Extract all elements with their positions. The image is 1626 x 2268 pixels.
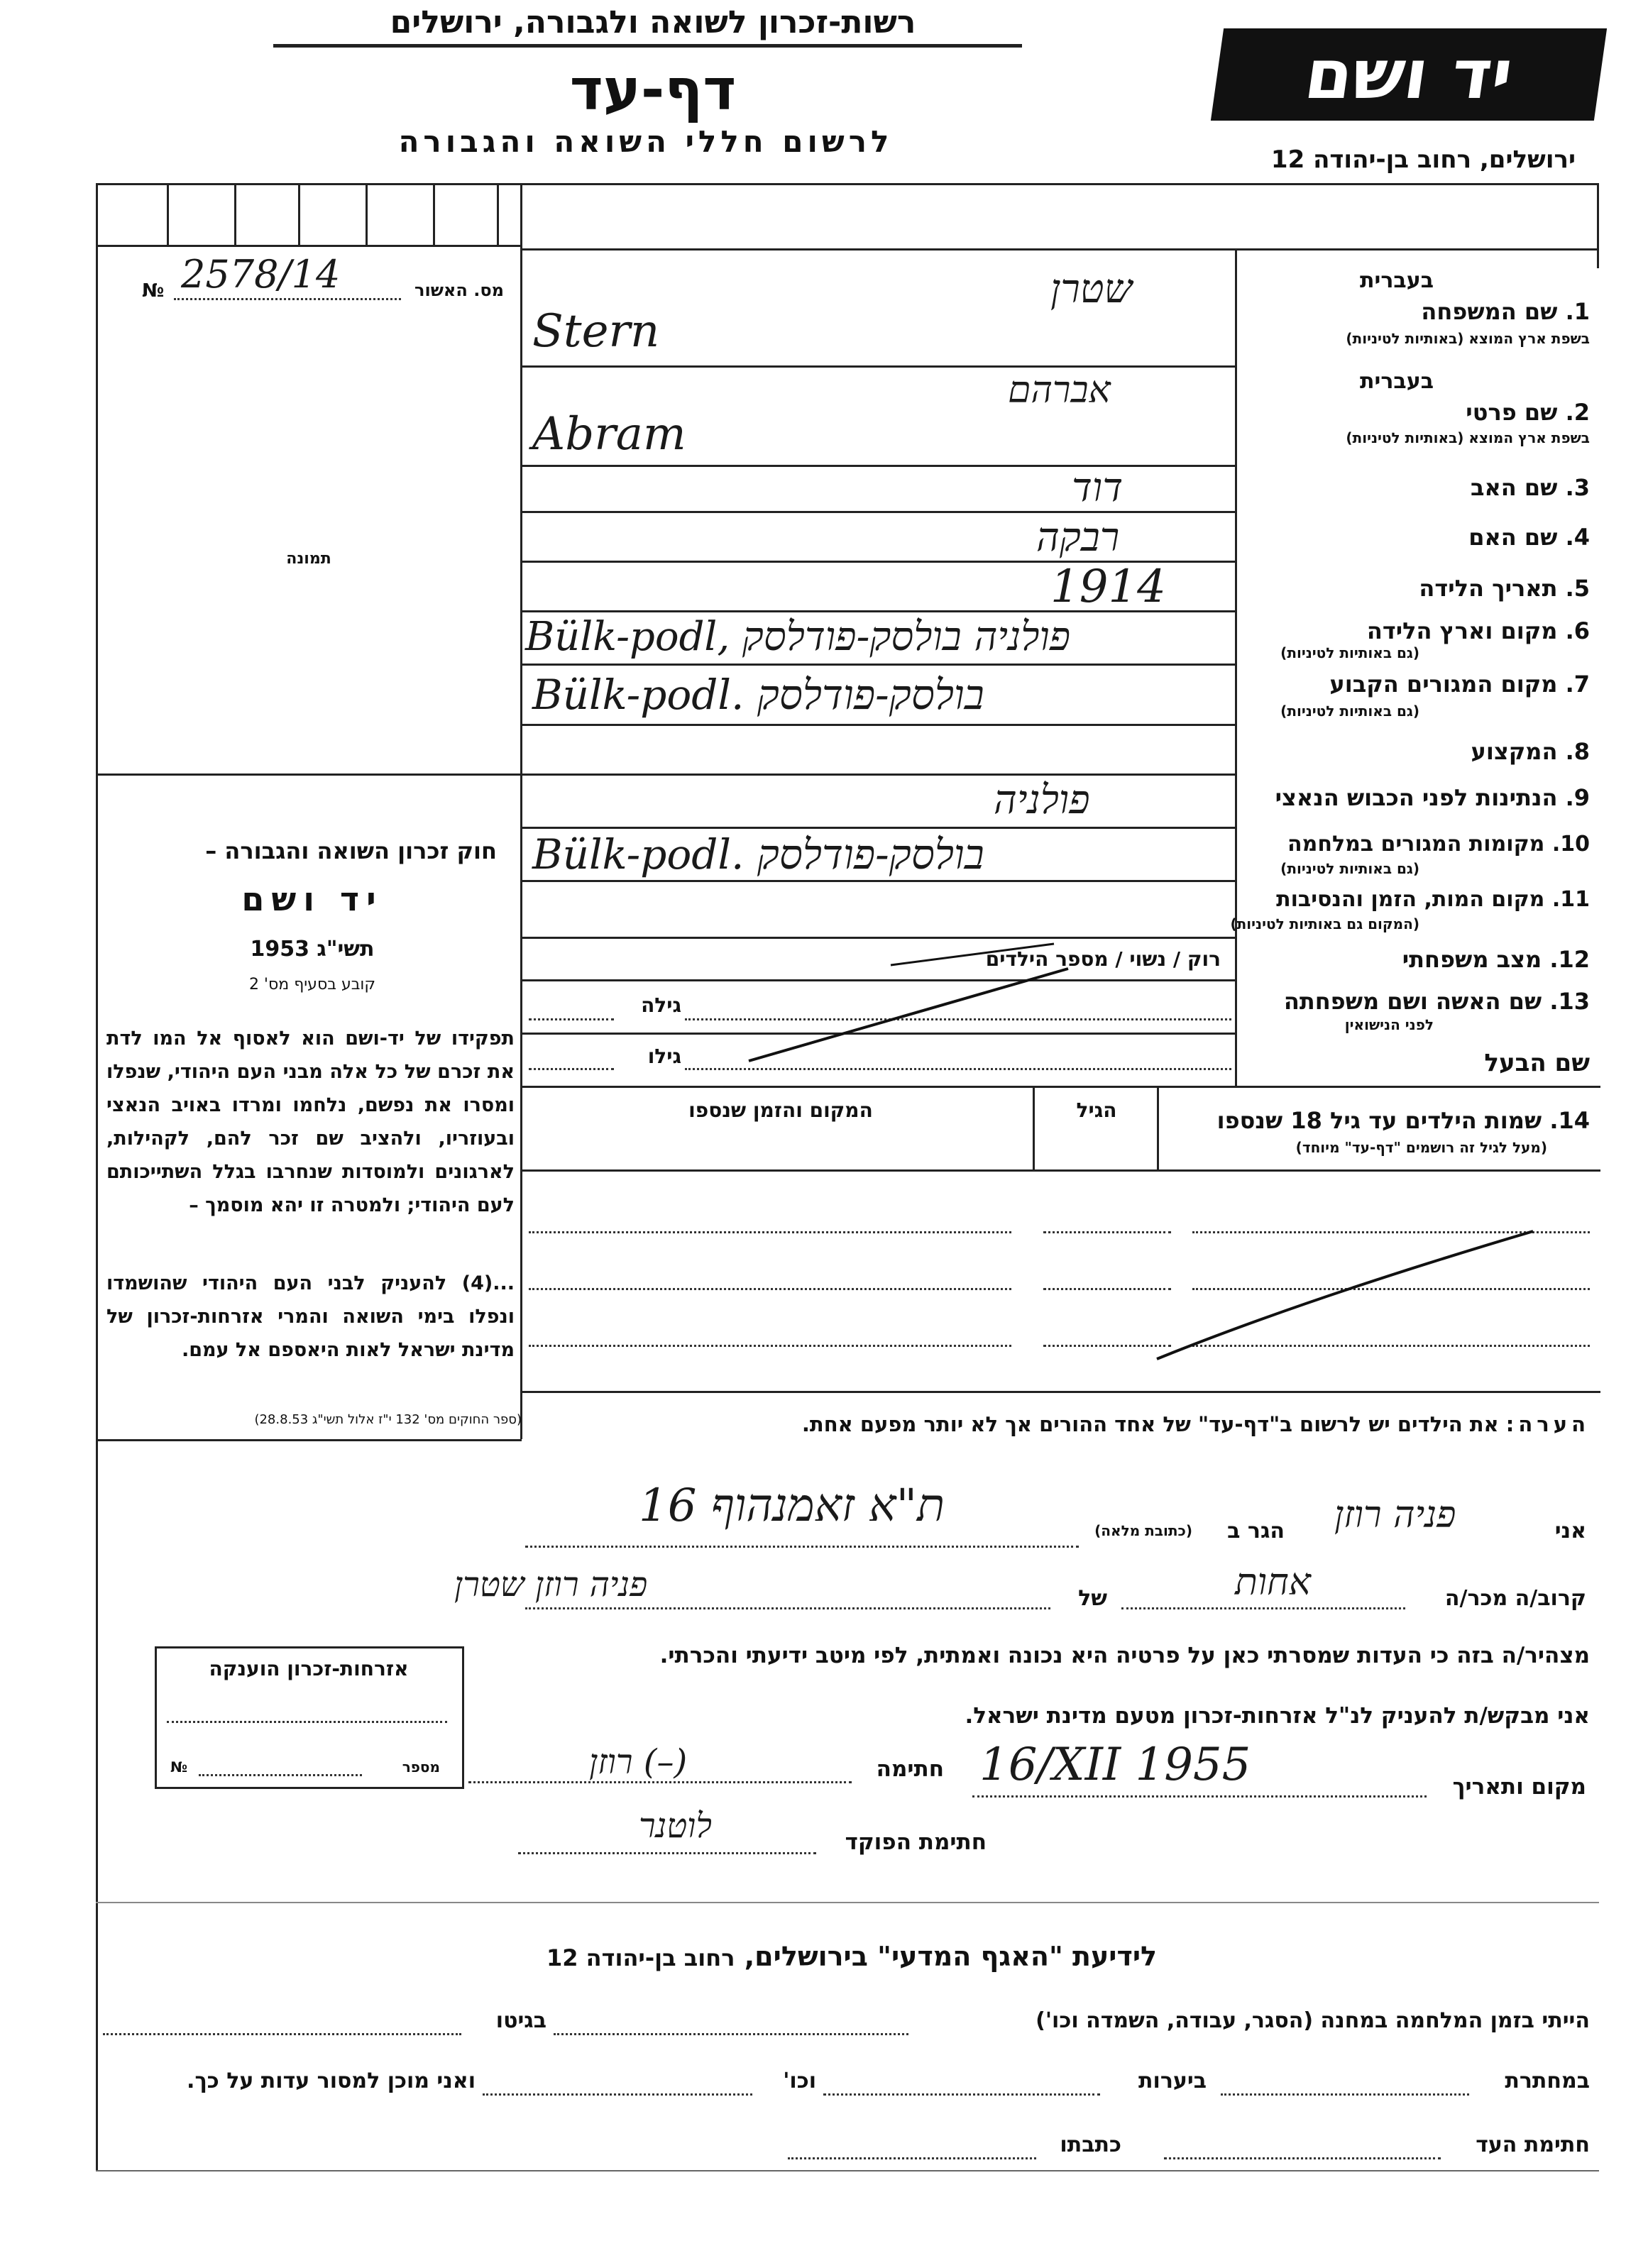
- decl-date-line[interactable]: [972, 1795, 1427, 1798]
- footer-line3-address: כתבתו: [1060, 2132, 1121, 2157]
- header-address: ירושלים, רחוב בן-יהודה 12: [1270, 145, 1576, 174]
- field-9-value[interactable]: פולניה: [994, 777, 1090, 823]
- box-divider: [497, 183, 499, 247]
- frame-top-3: [522, 248, 1599, 251]
- children-num: 14.: [1549, 1107, 1590, 1134]
- footer-line2-underground: במחתרת: [1505, 2069, 1590, 2093]
- note-text: את הילדים יש לרשום ב"דף-עד" של אחד ההורים אך לא יותר מפעם אחת.: [801, 1412, 1499, 1436]
- law-year: תשי"ג 1953: [250, 937, 375, 962]
- footer-address-line[interactable]: [788, 2157, 1036, 2159]
- field-2-num: 2.: [1565, 399, 1590, 426]
- field-3-text: שם האב: [1470, 474, 1558, 501]
- note-label: הערה:: [1505, 1412, 1590, 1436]
- footer-line1-camp: הייתי בזמן המלחמה במחנה (הסגר, עבודה, השמדה וכו'): [1036, 2008, 1590, 2033]
- row-sep: [522, 880, 1237, 882]
- field-8-text: המקצוע: [1471, 738, 1558, 765]
- note: [625, 1412, 1590, 1436]
- field-4-value[interactable]: רבקה: [1036, 514, 1120, 561]
- row-sep: [522, 664, 1237, 666]
- law-paragraph-2: ...(4) להעניק לבני העם היהודי שהושמדו ונפלו בימי השואה והמרי אזרחות-זכרון של מדינת ישראל לאות היאספם אל עמם.: [106, 1272, 515, 1361]
- field-6-num: 6.: [1565, 617, 1590, 644]
- row-sep: [522, 1086, 1600, 1088]
- field-6-value[interactable]: Bülk-podl, פולניה בולסק-פודלסק: [525, 614, 1071, 660]
- left-panel-divider: [520, 183, 522, 1439]
- footer-line2-testimony: ואני מוכן למסור עדות על כך.: [187, 2069, 476, 2093]
- logo-text: יד ושם: [1300, 35, 1518, 114]
- approval-number: 2578/14: [181, 252, 341, 297]
- frame-top: [96, 183, 1599, 185]
- footer-ghetto-line[interactable]: [103, 2033, 461, 2035]
- stamp-line[interactable]: [167, 1721, 447, 1723]
- row-sep: [522, 465, 1237, 467]
- photo-bottom: [96, 774, 522, 776]
- stamp-number-label: מספר: [402, 1758, 440, 1776]
- decl-date[interactable]: 16/XII 1955: [979, 1739, 1251, 1791]
- approval-label: מס. האשור: [414, 280, 504, 300]
- decl-address-line[interactable]: [525, 1546, 1079, 1548]
- decl-signature-line[interactable]: [468, 1781, 852, 1783]
- child-row-place[interactable]: [529, 1231, 1011, 1233]
- field-6-sub: (גם באותיות לטיניות): [1280, 644, 1419, 661]
- stamp-title: אזרחות-זכרון הוענקה: [209, 1657, 409, 1680]
- field-3-label: [1249, 474, 1590, 501]
- stamp-number-line[interactable]: [199, 1774, 362, 1776]
- field-9-text: הנתינות לפני הכבוש הנאצי: [1275, 784, 1558, 811]
- decl-relation-label: קרוב/ה מכר/ה: [1444, 1586, 1586, 1611]
- husband-age-label: גילו: [647, 1045, 681, 1068]
- field-10-text: מקומות המגורים במלחמה: [1287, 832, 1545, 857]
- law-name: יד ושם: [241, 880, 383, 918]
- strike-line-12: [891, 944, 1054, 965]
- field-10-value[interactable]: Bülk-podl. בולסק-פודלסק: [532, 830, 984, 879]
- frame-left: [96, 183, 98, 2170]
- field-10-num: 10.: [1551, 832, 1590, 857]
- decl-of-label: של: [1078, 1586, 1107, 1611]
- field-4-label: [1249, 524, 1590, 551]
- frame-top-2: [96, 245, 522, 247]
- field-7-value[interactable]: Bülk-podl. בולסק-פודלסק: [532, 671, 984, 719]
- footer-title-main: לידיעת "האגף המדעי" בירושלים,: [744, 1941, 1158, 1972]
- decl-place-date-label: מקום ותאריך: [1452, 1774, 1586, 1800]
- footer-title: [490, 1941, 1214, 1972]
- husband-label: שם הבעל: [1484, 1049, 1590, 1077]
- page-bottom-edge: [96, 2170, 1599, 2171]
- footer-separator: [96, 1902, 1599, 1903]
- stamp-no-mark: №: [170, 1758, 188, 1776]
- law-title: חוק זכרון השואה והגבורה –: [205, 837, 497, 864]
- field-10-sub: (גם באותיות לטיניות): [1280, 860, 1419, 877]
- form-title: דף-עד: [569, 57, 737, 123]
- child-row-place[interactable]: [529, 1345, 1011, 1347]
- field-9-num: 9.: [1565, 784, 1590, 811]
- field-5-value[interactable]: 1914: [1050, 561, 1166, 613]
- field-1-label: [1249, 298, 1590, 325]
- form-subtitle: לרשום חללי השואה והגבורה: [398, 124, 894, 159]
- footer-forests-line[interactable]: [823, 2093, 1100, 2096]
- field-2-text: שם פרטי: [1466, 399, 1558, 426]
- decl-signature-label: חתימה: [876, 1756, 944, 1782]
- box-divider: [366, 183, 368, 247]
- decl-i-label: אני: [1554, 1519, 1586, 1543]
- children-title: שמות הילדים עד גיל 18 שנספו: [1216, 1107, 1542, 1134]
- field-11-text: מקום המות, הזמן והנסיבות: [1276, 887, 1545, 912]
- children-strike: [1121, 1221, 1547, 1377]
- field-1-value-he[interactable]: שטרן: [1050, 266, 1133, 312]
- decl-statement: מצהיר/ה בזה כי העדות שמסרתי כאן על פרטיה היא נכונה ואמתית, לפי מיטב ידיעתי והכרתי.: [659, 1643, 1590, 1668]
- field-5-label: [1249, 575, 1590, 602]
- row-sep: [522, 774, 1237, 776]
- field-7-sub: (גם באותיות לטיניות): [1280, 703, 1419, 720]
- field-11-label: [1238, 887, 1590, 912]
- field-8-num: 8.: [1565, 738, 1590, 765]
- strike-line-13: [749, 969, 1068, 1061]
- frame-right: [1597, 183, 1599, 268]
- footer-line2-forests: ביערות: [1138, 2069, 1207, 2093]
- field-7-num: 7.: [1565, 671, 1590, 698]
- footer-camp-line[interactable]: [554, 2033, 908, 2035]
- decl-signature[interactable]: (–) רוזן: [589, 1742, 688, 1782]
- field-6-label: [1249, 617, 1590, 644]
- field-13-num: 13.: [1549, 988, 1590, 1015]
- box-divider: [433, 183, 435, 247]
- field-2-value-he[interactable]: אברהם: [1008, 369, 1111, 412]
- footer-signature-line[interactable]: [1164, 2157, 1441, 2159]
- footer-line3-signature: חתימת העד: [1476, 2132, 1590, 2157]
- field-7-label: [1249, 671, 1590, 698]
- child-row-place[interactable]: [529, 1288, 1011, 1290]
- field-2-sub: בשפת ארץ המוצא (באותיות לטיניות): [1346, 429, 1590, 446]
- row-sep: [522, 365, 1237, 368]
- yad-vashem-logo: [1211, 28, 1607, 121]
- law-bottom-line: [96, 1439, 522, 1441]
- field-5-text: תאריך הלידה: [1419, 575, 1558, 602]
- field-2-hebrew-tag: בעברית: [1360, 369, 1434, 394]
- field-9-label: [1235, 784, 1590, 811]
- approval-line: [174, 298, 401, 300]
- children-age-col-right: [1157, 1086, 1159, 1171]
- authority-title: רשות-זכרון לשואה ולגבורה, ירושלים: [390, 4, 916, 40]
- field-3-value[interactable]: דוד: [1072, 465, 1124, 511]
- row-sep: [522, 827, 1237, 829]
- footer-etc-line[interactable]: [483, 2093, 752, 2096]
- law-section: קובע בסעיף מס' 2: [248, 976, 376, 993]
- field-1-text: שם המשפחה: [1421, 298, 1558, 325]
- law-paragraph-1: תפקידו של יד-ושם הוא לאסוף אל המו לדת את זכרם של כל אלה מבני העם היהודי, שנפלו ומסרו את נפשם, נלחמו ומרדו באויב הנאצי ובעוזריו, ולהציב שם זכר להם, לקהילות, לארגונים ולמוסדות שנחרבו בגלל השתייכותם לעם היהודי; ולמטרה זו יהא מוסמך –: [106, 1028, 515, 1216]
- field-3-num: 3.: [1565, 474, 1590, 501]
- authority-underline: [273, 44, 1022, 48]
- field-13-label: [1249, 988, 1590, 1015]
- footer-underground-line[interactable]: [1221, 2093, 1469, 2096]
- children-age-col: הגיל: [1076, 1099, 1117, 1122]
- footer-line2-etc: וכו': [783, 2069, 816, 2093]
- footer-line1-ghetto: בגיטו: [495, 2008, 546, 2033]
- field-12-num: 12.: [1549, 946, 1590, 973]
- approval-no-mark: №: [142, 280, 165, 302]
- row-sep: [522, 724, 1237, 726]
- field-12-options[interactable]: רוק / נשוי / מספר הילדים: [985, 947, 1221, 971]
- decl-relation[interactable]: אחות: [1235, 1561, 1311, 1604]
- field-10-label: [1238, 832, 1590, 857]
- field-1-sub: בשפת ארץ המוצא (באותיות לטיניות): [1346, 330, 1590, 347]
- footer-address: רחוב בן-יהודה 12: [546, 1944, 735, 1971]
- decl-officer-line[interactable]: [518, 1852, 816, 1854]
- decl-resides-label: הגר ב: [1227, 1519, 1285, 1543]
- field-12-text: מצב משפחתי: [1402, 946, 1542, 973]
- box-divider: [234, 183, 236, 247]
- field-2-value-lat[interactable]: Abram: [532, 408, 686, 461]
- children-sub: (מעל לגיל זה רושמים "דף-עד" מיוחד): [1295, 1139, 1547, 1156]
- field-1-value-lat[interactable]: Stern: [532, 305, 660, 358]
- field-11-num: 11.: [1551, 887, 1590, 912]
- field-4-num: 4.: [1565, 524, 1590, 551]
- box-divider: [167, 183, 169, 247]
- strike-marks: [522, 937, 1238, 1086]
- field-4-text: שם האם: [1468, 524, 1558, 551]
- photo-label: תמונה: [286, 550, 331, 568]
- decl-of-value[interactable]: פניה רוזן שטרן: [454, 1565, 648, 1604]
- field-12-label: [1249, 946, 1590, 973]
- decl-name[interactable]: פניה רוזן: [1334, 1494, 1456, 1536]
- decl-officer-label: חתימת הפוקד: [845, 1829, 987, 1855]
- field-2-label: [1249, 399, 1590, 426]
- children-strike-line: [1157, 1231, 1533, 1359]
- children-age-col-left: [1033, 1086, 1035, 1171]
- decl-officer[interactable]: לוטנר: [639, 1806, 712, 1846]
- box-divider: [298, 183, 300, 247]
- field-8-label: [1249, 738, 1590, 765]
- row-sep: [522, 511, 1237, 513]
- children-header: [1178, 1107, 1590, 1134]
- field-6-text: מקום וארץ הלידה: [1366, 617, 1558, 644]
- field-1-hebrew-tag: בעברית: [1360, 268, 1434, 293]
- decl-address-hint: (כתובת מלאה): [1094, 1522, 1192, 1539]
- field-13-text: שם האשה ושם משפחתה: [1283, 988, 1542, 1015]
- field-1-num: 1.: [1565, 298, 1590, 325]
- children-place-col: המקום והזמן שנספו: [688, 1099, 873, 1122]
- children-bottom: [522, 1391, 1600, 1393]
- field-11-sub: (המקום גם באותיות לטיניות): [1230, 915, 1419, 932]
- decl-relation-line[interactable]: [1121, 1607, 1405, 1609]
- field-13-sub: לפני הנישואין: [1344, 1016, 1434, 1033]
- law-citation: (ספר החוקים מס' 132 י"ז אלול תשי"ג 28.8.53): [254, 1412, 522, 1427]
- field-5-num: 5.: [1565, 575, 1590, 602]
- decl-address[interactable]: ת"א זאמנהוף 16: [639, 1480, 945, 1532]
- decl-of-line[interactable]: [525, 1607, 1050, 1609]
- children-header-bottom: [522, 1169, 1600, 1172]
- decl-request: אני מבקש/ת להעניק לנ"ל אזרחות-זכרון מטעם מדינת ישראל.: [965, 1703, 1590, 1729]
- field-7-text: מקום המגורים הקבוע: [1329, 671, 1558, 698]
- field-13-age-label: גילה: [641, 993, 681, 1017]
